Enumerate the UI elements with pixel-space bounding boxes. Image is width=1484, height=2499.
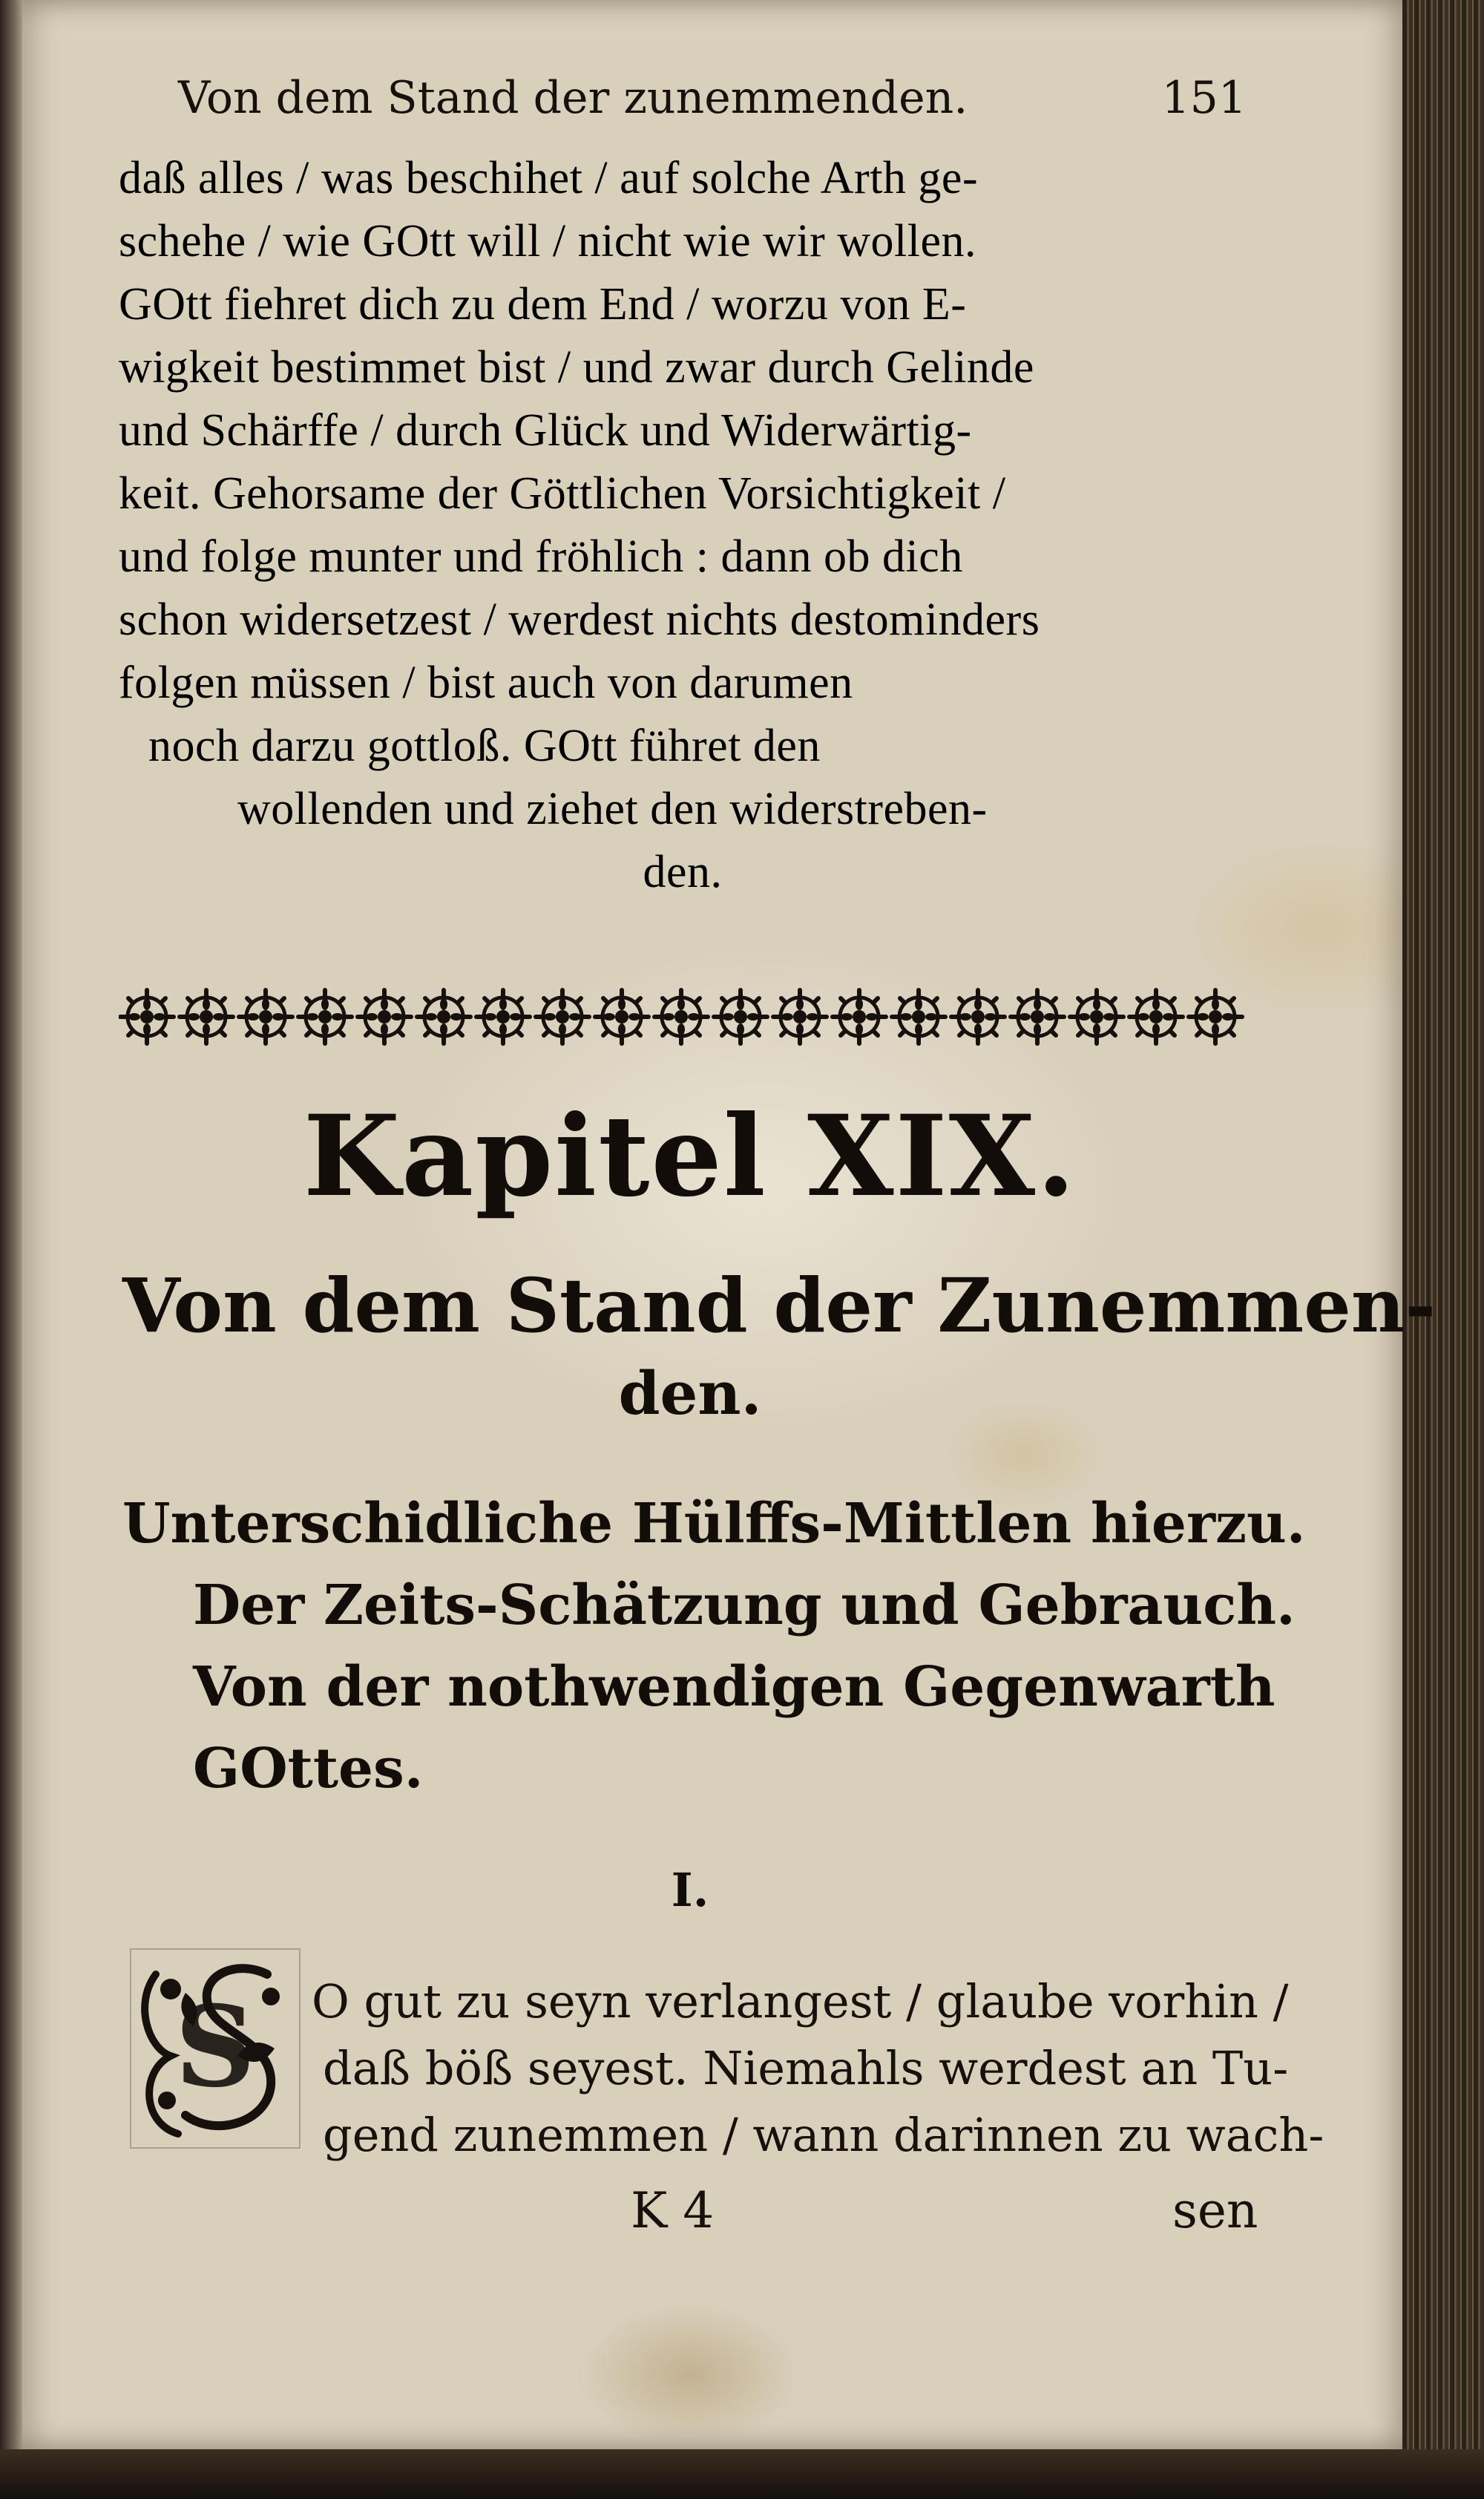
body-line: GOtt fiehret dich zu dem End / worzu von E- — [119, 279, 967, 330]
paragraph-line: daß böß seyest. Niemahls werdest an Tu- — [323, 2041, 1289, 2095]
paragraph-line: O gut zu seyn verlangest / glaube vorhin / — [312, 1974, 1289, 2028]
chapter-heading-line: Von dem Stand der Zunemmen- — [122, 1262, 1436, 1349]
body-line: schehe / wie GOtt will / nicht wie wir wollen. — [119, 216, 976, 266]
running-head — [178, 68, 1247, 128]
summary-line: Der Zeits-Schätzung und Gebrauch. — [193, 1573, 1296, 1637]
body-line: noch darzu gottloß. GOtt führet den — [148, 721, 821, 771]
body-line: und Schärffe / durch Glück und Widerwärtig- — [119, 405, 972, 456]
body-line: den. — [643, 847, 723, 897]
paragraph-line: gend zunemmen / wann darinnen zu wach- — [323, 2108, 1324, 2162]
signature-mark: K 4 — [631, 2182, 715, 2239]
page-edges-right — [1402, 0, 1484, 2499]
body-line: wollenden und ziehet den widerstreben- — [237, 784, 988, 834]
summary-line: Von der nothwendigen Gegenwarth — [193, 1655, 1275, 1719]
body-line: folgen müssen / bist auch von darumen — [119, 658, 853, 708]
catchword: sen — [1172, 2182, 1258, 2239]
dropcap-letter: S — [174, 1982, 256, 2112]
body-line: wigkeit bestimmet bist / und zwar durch Gelinde — [119, 342, 1034, 393]
summary-line: GOttes. — [193, 1737, 424, 1801]
body-line: und folge munter und fröhlich : dann ob dich — [119, 531, 963, 582]
page-number: 151 — [1161, 72, 1247, 124]
dropcap-ornament — [126, 1945, 304, 2152]
book-bottom-edge — [0, 2449, 1484, 2499]
summary-line: Unterschidliche Hülffs-Mittlen hierzu. — [122, 1492, 1306, 1556]
body-line: keit. Gehorsame der Göttlichen Vorsichtigkeit / — [119, 468, 1006, 519]
paragraph-number: I. — [671, 1863, 709, 1917]
chapter-title: Kapitel XIX. — [303, 1091, 1077, 1222]
running-head-title: Von dem Stand der zunemmenden. — [178, 72, 968, 124]
body-line: schon widersetzest / werdest nichts destominders — [119, 595, 1040, 645]
body-line: daß alles / was beschihet / auf solche Arth ge- — [119, 153, 979, 203]
book-binding-left — [0, 0, 25, 2499]
chapter-heading-line: den. — [618, 1358, 762, 1428]
ornament-divider — [119, 983, 1247, 1050]
